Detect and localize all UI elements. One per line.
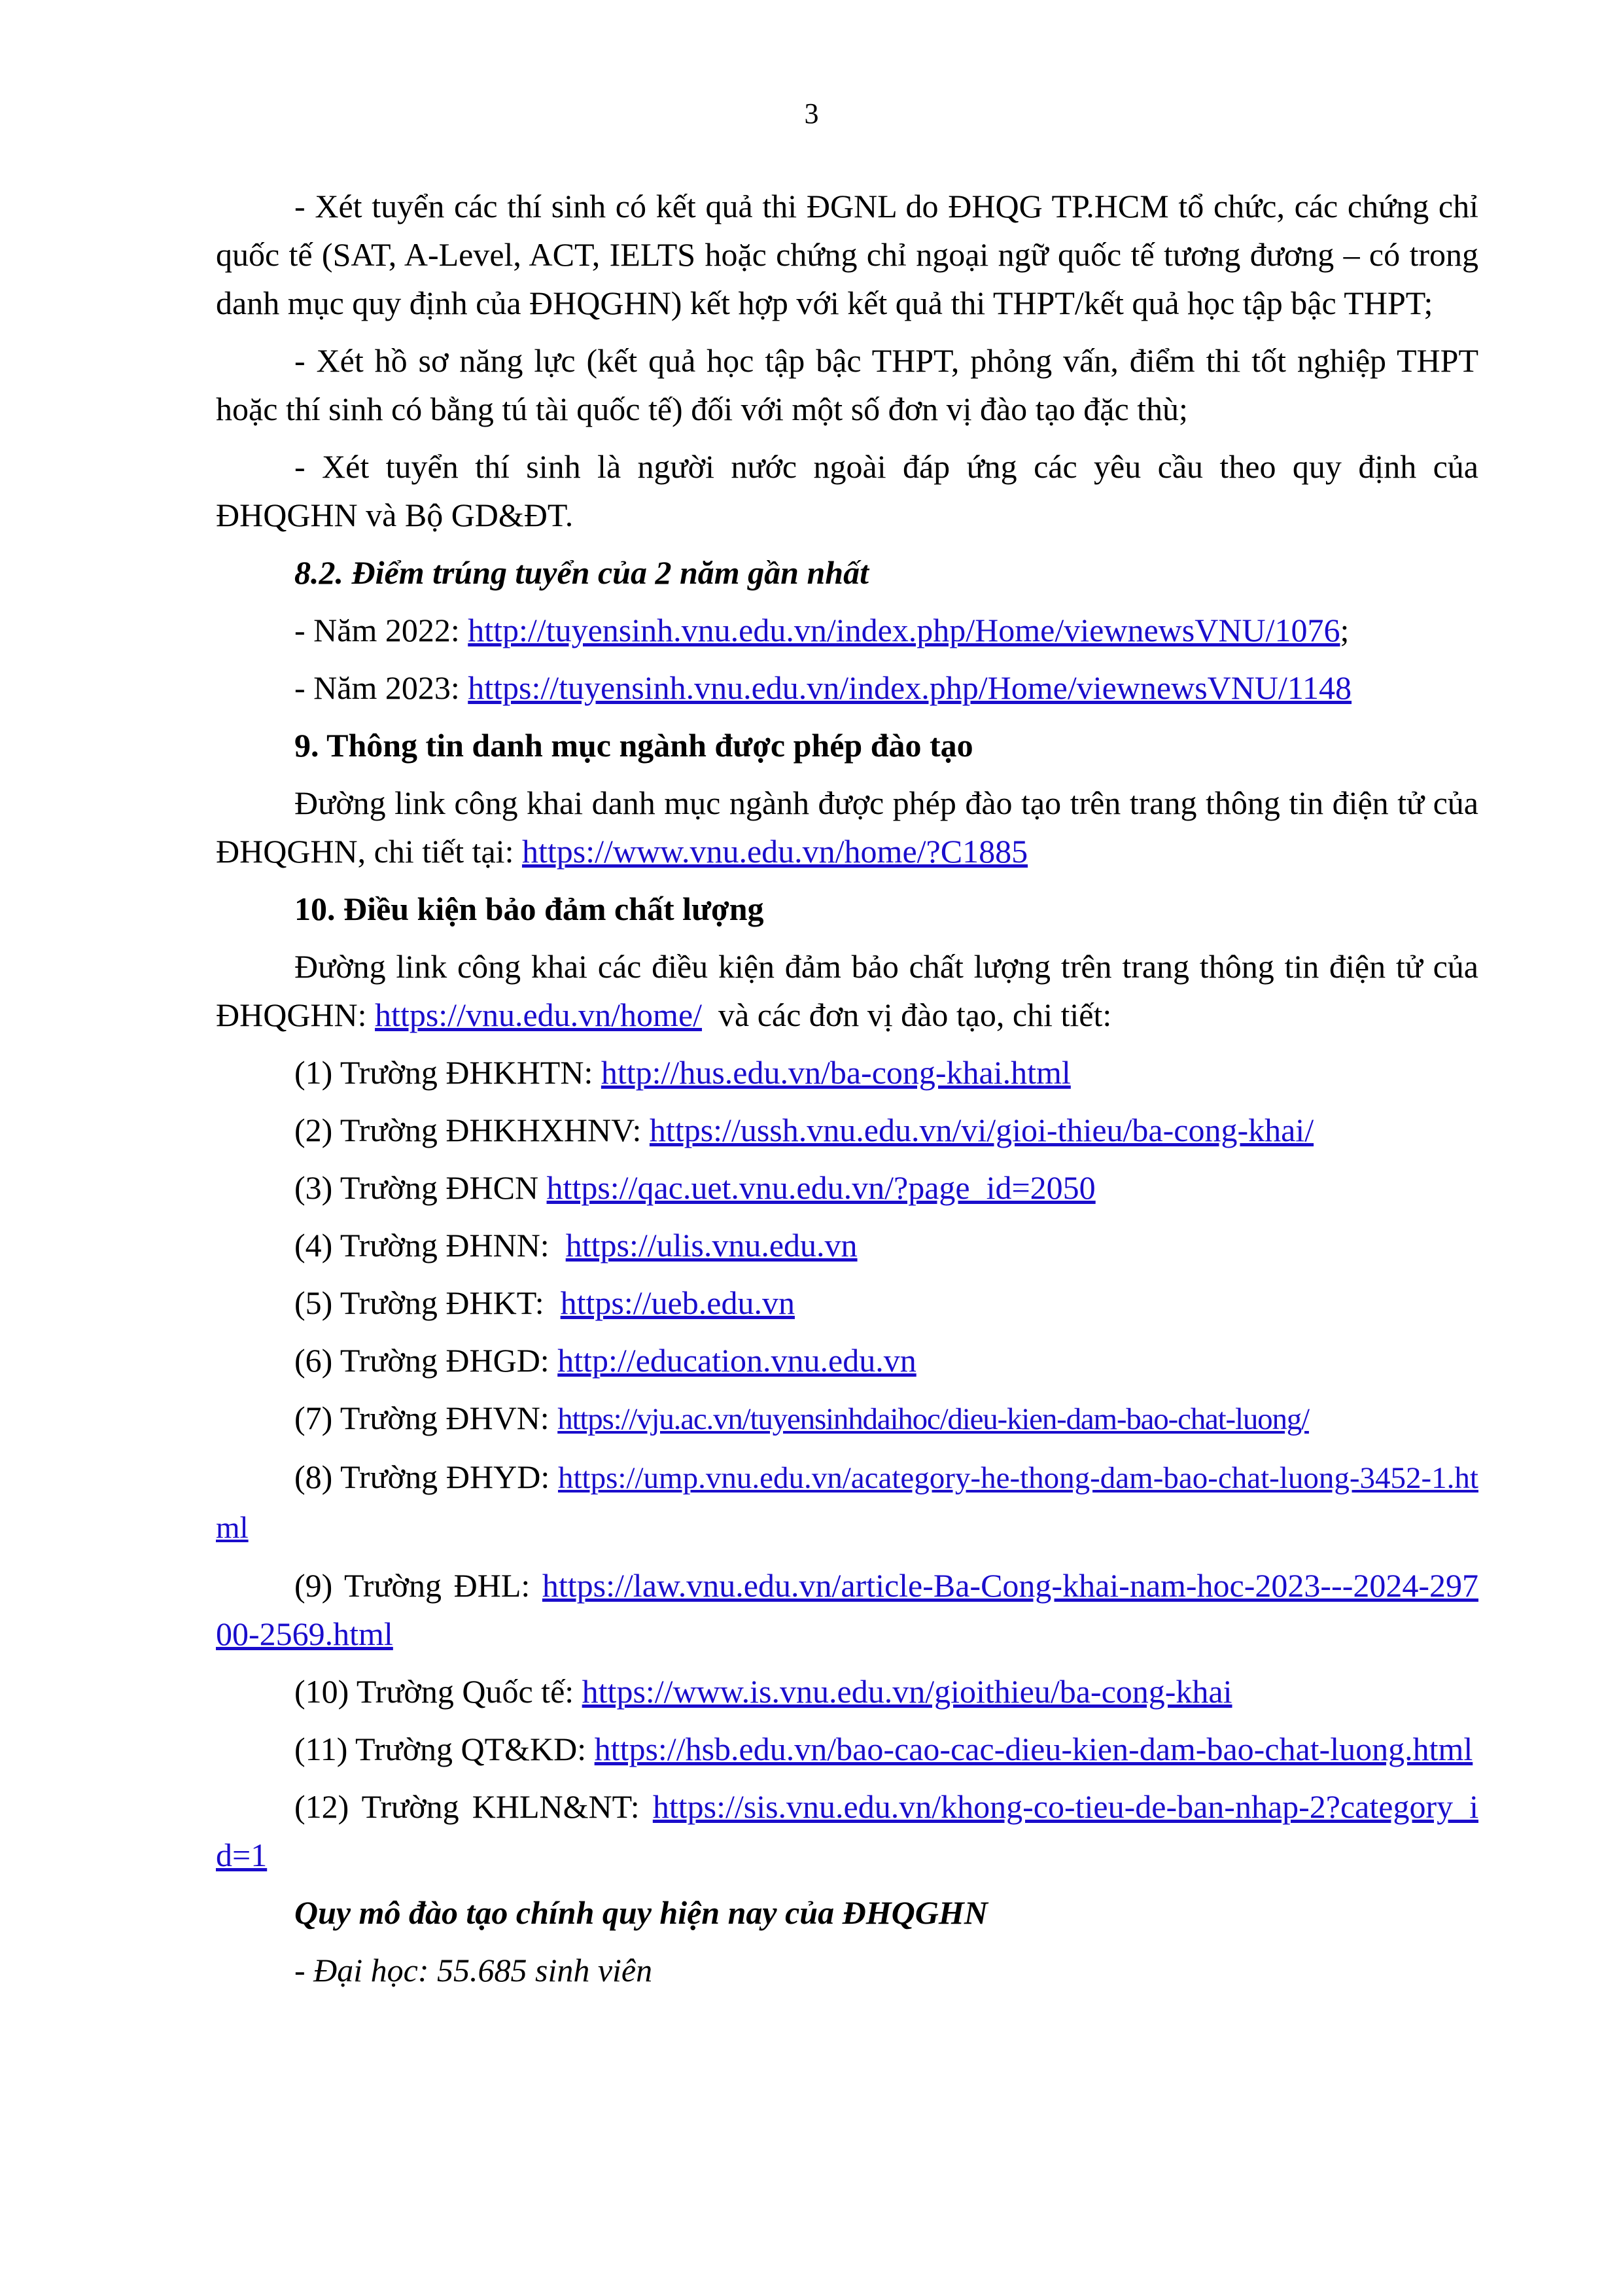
school-link[interactable]: https://ulis.vnu.edu.vn <box>565 1227 858 1263</box>
list-item-school-5 <box>216 1279 1478 1327</box>
page-number: 3 <box>804 97 819 130</box>
paragraph-section-10 <box>216 942 1478 1039</box>
list-item-school-8 <box>216 1453 1478 1552</box>
paragraph-admission-competency-profile: - Xét hồ sơ năng lực (kết quả học tập bậc THPT, phỏng vấn, điểm thi tốt nghiệp THPT hoặc thí sinh có bằng tú tài quốc tế) đối với một số đơn vị đào tạo đặc thù; <box>216 342 1478 427</box>
year-2022-suffix: ; <box>1340 612 1350 648</box>
year-2023-label: - Năm 2023: <box>294 669 468 706</box>
year-2022-label: - Năm 2022: <box>294 612 468 648</box>
school-link[interactable]: https://sis.vnu.edu.vn/khong-co-tieu-de-ban-nhap-2?category_id=1 <box>216 1788 1478 1873</box>
school-link[interactable]: https://ump.vnu.edu.vn/acategory-he-thong-dam-bao-chat-luong-3452-1.html <box>216 1461 1478 1545</box>
school-link[interactable]: http://education.vnu.edu.vn <box>557 1342 916 1379</box>
school-label: (2) Trường ĐHKHXHNV: <box>294 1112 650 1148</box>
list-item-school-6 <box>216 1336 1478 1385</box>
list-item-school-11 <box>216 1725 1478 1773</box>
school-link[interactable]: https://www.is.vnu.edu.vn/gioithieu/ba-cong-khai <box>582 1673 1232 1710</box>
list-item-school-1 <box>216 1048 1478 1097</box>
school-link[interactable]: https://hsb.edu.vn/bao-cao-cac-dieu-kien-dam-bao-chat-luong.html <box>594 1731 1473 1767</box>
list-item-school-2 <box>216 1106 1478 1154</box>
line-year-2023 <box>216 663 1478 712</box>
heading-9: 9. Thông tin danh mục ngành được phép đào tạo <box>294 727 973 764</box>
heading-8-2: 8.2. Điểm trúng tuyển của 2 năm gần nhất <box>294 554 869 591</box>
link-section-10[interactable]: https://vnu.edu.vn/home/ <box>375 997 703 1033</box>
school-label: (1) Trường ĐHKHTN: <box>294 1054 601 1091</box>
document-body <box>216 182 1478 2004</box>
school-label: (4) Trường ĐHNN: <box>294 1227 566 1263</box>
section-10-suffix: và các đơn vị đào tạo, chi tiết: <box>702 997 1112 1033</box>
school-label: (12) Trường KHLN&NT: <box>294 1788 653 1825</box>
school-link[interactable]: https://law.vnu.edu.vn/article-Ba-Cong-khai-nam-hoc-2023---2024-29700-2569.html <box>216 1567 1478 1652</box>
school-label: (5) Trường ĐHKT: <box>294 1284 561 1321</box>
line-undergraduate-count: - Đại học: 55.685 sinh viên <box>294 1952 653 1988</box>
section-9-text: Đường link công khai danh mục ngành được phép đào tạo trên trang thông tin điện tử của ĐHQGHN, chi tiết tại: <box>216 785 1478 870</box>
school-link[interactable]: https://vju.ac.vn/tuyensinhdaihoc/dieu-kien-dam-bao-chat-luong/ <box>557 1402 1309 1436</box>
heading-training-scale: Quy mô đào tạo chính quy hiện nay của ĐHQGHN <box>294 1894 988 1931</box>
paragraph-section-9 <box>216 779 1478 875</box>
school-label: (7) Trường ĐHVN: <box>294 1400 558 1436</box>
list-item-school-3 <box>216 1163 1478 1212</box>
school-label: (9) Trường ĐHL: <box>294 1567 542 1604</box>
school-label: (8) Trường ĐHYD: <box>294 1458 558 1495</box>
list-item-school-12 <box>216 1782 1478 1879</box>
school-link[interactable]: https://ueb.edu.vn <box>560 1284 795 1321</box>
school-link[interactable]: https://qac.uet.vnu.edu.vn/?page_id=2050 <box>546 1169 1096 1206</box>
list-item-school-4 <box>216 1221 1478 1269</box>
heading-10: 10. Điều kiện bảo đảm chất lượng <box>294 891 764 927</box>
line-year-2022 <box>216 606 1478 654</box>
school-label: (11) Trường QT&KD: <box>294 1731 595 1767</box>
school-link[interactable]: https://ussh.vnu.edu.vn/vi/gioi-thieu/ba-cong-khai/ <box>649 1112 1314 1148</box>
list-item-school-10 <box>216 1667 1478 1716</box>
link-year-2023[interactable]: https://tuyensinh.vnu.edu.vn/index.php/Home/viewnewsVNU/1148 <box>468 669 1352 706</box>
school-link[interactable]: http://hus.edu.vn/ba-cong-khai.html <box>601 1054 1071 1091</box>
school-label: (6) Trường ĐHGD: <box>294 1342 558 1379</box>
link-year-2022[interactable]: http://tuyensinh.vnu.edu.vn/index.php/Home/viewnewsVNU/1076 <box>468 612 1340 648</box>
school-label: (10) Trường Quốc tế: <box>294 1673 582 1710</box>
list-item-school-7 <box>216 1394 1478 1443</box>
paragraph-admission-international-certificates: - Xét tuyển các thí sinh có kết quả thi ĐGNL do ĐHQG TP.HCM tổ chức, các chứng chỉ quốc tế (SAT, A-Level, ACT, IELTS hoặc chứng chỉ ngoại ngữ quốc tế tương đương – có trong danh mục quy định của ĐHQGHN) kết hợp với kết quả thi THPT/kết quả học tập bậc THPT; <box>216 188 1478 321</box>
list-item-school-9 <box>216 1561 1478 1658</box>
paragraph-admission-foreign-students: - Xét tuyển thí sinh là người nước ngoài đáp ứng các yêu cầu theo quy định của ĐHQGHN và Bộ GD&ĐT. <box>216 448 1478 533</box>
section-10-text: Đường link công khai các điều kiện đảm bảo chất lượng trên trang thông tin điện tử của ĐHQGHN: <box>216 948 1478 1033</box>
link-section-9[interactable]: https://www.vnu.edu.vn/home/?C1885 <box>521 833 1028 870</box>
school-label: (3) Trường ĐHCN <box>294 1169 547 1206</box>
